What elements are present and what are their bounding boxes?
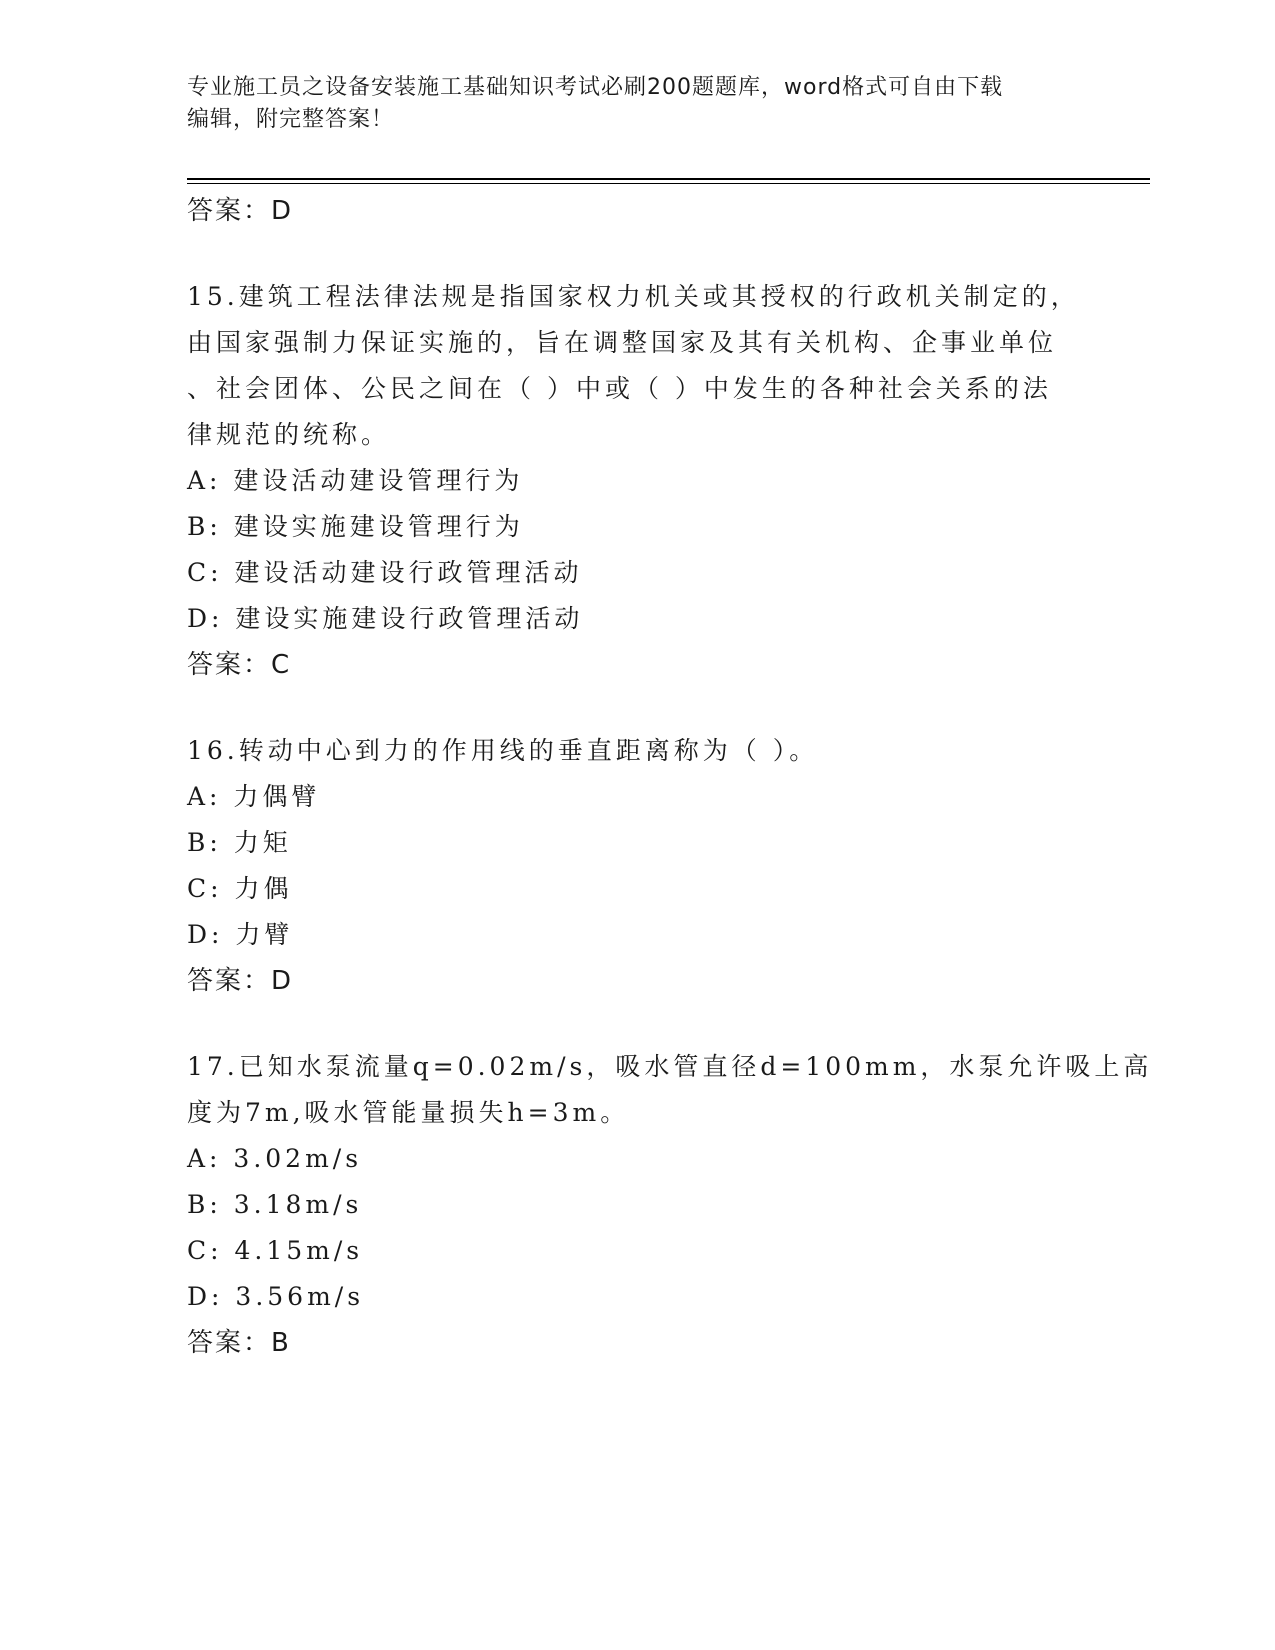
header-line-2: 编辑，附完整答案！: [187, 107, 395, 132]
question-15: [187, 274, 1087, 688]
question-16-option-b: B: 力矩: [187, 828, 292, 857]
header-line-1: 专业施工员之设备安装施工基础知识考试必刷200题题库，word格式可自由下载: [187, 75, 1004, 100]
document-header: [187, 72, 1067, 136]
document-body: [187, 188, 1153, 1366]
question-16: [187, 728, 1087, 1004]
question-17-option-b: B: 3.18m/s: [187, 1190, 363, 1219]
question-17-answer: 答案：B: [187, 1328, 291, 1358]
header-divider-thin: [187, 183, 1150, 184]
question-15-line-4: 律规范的统称。: [187, 420, 391, 449]
question-16-option-d: D: 力臂: [187, 920, 294, 949]
answer-previous: 答案：D: [187, 196, 294, 226]
question-15-option-b: B: 建设实施建设管理行为: [187, 512, 524, 541]
question-15-line-1: 15.建筑工程法律法规是指国家权力机关或其授权的行政机关制定的，: [187, 282, 1080, 311]
question-15-answer: 答案：C: [187, 650, 292, 680]
question-17-line-1: 17.已知水泵流量q=0.02m/s，吸水管直径d=100mm，水泵允许吸上高: [187, 1052, 1153, 1081]
question-16-answer: 答案：D: [187, 966, 294, 996]
question-15-line-2: 由国家强制力保证实施的，旨在调整国家及其有关机构、企事业单位: [187, 328, 1058, 357]
question-15-option-d: D: 建设实施建设行政管理活动: [187, 604, 584, 633]
question-15-option-c: C: 建设活动建设行政管理活动: [187, 558, 583, 587]
question-17-option-a: A: 3.02m/s: [187, 1144, 363, 1173]
question-15-line-3: 、社会团体、公民之间在（ ）中或（ ）中发生的各种社会关系的法: [187, 374, 1052, 403]
question-16-option-c: C: 力偶: [187, 874, 293, 903]
question-17: [187, 1044, 1153, 1366]
question-16-stem: 16.转动中心到力的作用线的垂直距离称为（ ）。: [187, 736, 819, 765]
question-16-option-a: A: 力偶臂: [187, 782, 321, 811]
header-divider-thick: [187, 178, 1150, 180]
question-15-option-a: A: 建设活动建设管理行为: [187, 466, 524, 495]
question-17-option-c: C: 4.15m/s: [187, 1236, 364, 1265]
question-17-option-d: D: 3.56m/s: [187, 1282, 365, 1311]
question-17-line-2: 度为7m,吸水管能量损失h=3m。: [187, 1098, 630, 1127]
